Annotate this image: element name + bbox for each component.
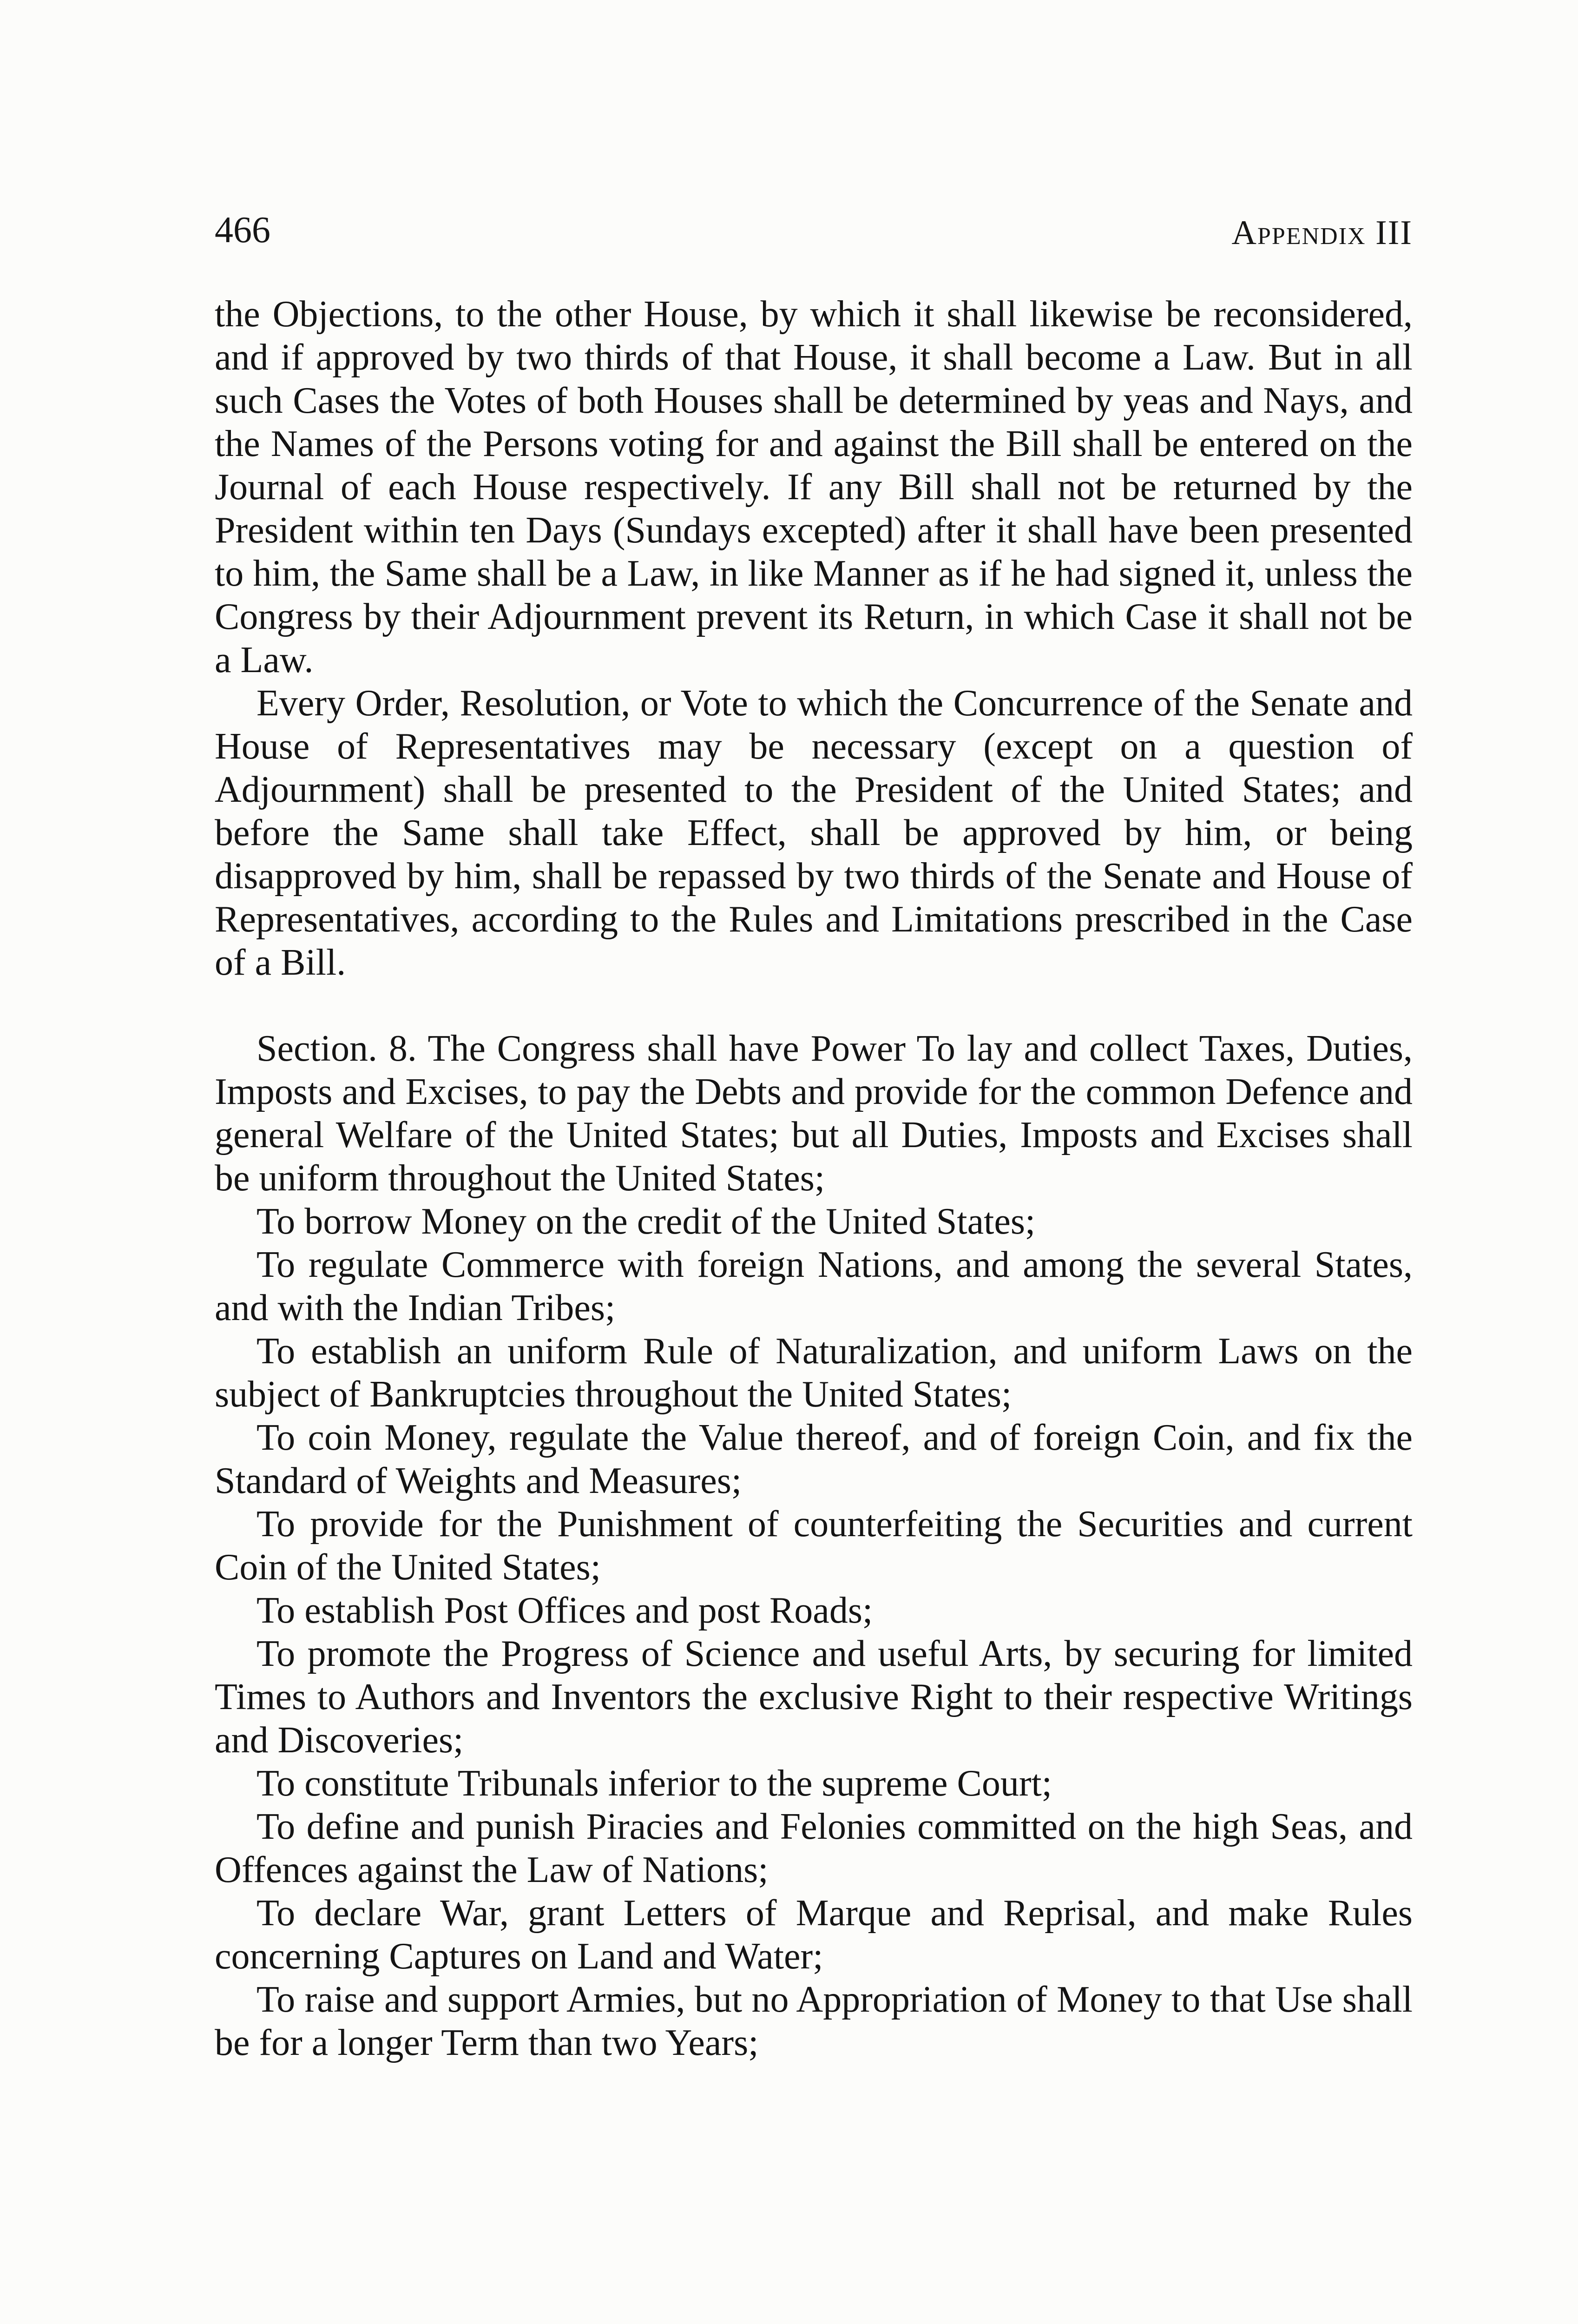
paragraph-every-order: Every Order, Resolution, or Vote to which the Concurrence of the Senate and House of Representatives may be necessary (except on a question of Adjournment) shall be presented to the President of the United States; and before the Same shall take Effect, shall be approved by him, or being disapproved by him, shall be repassed by two thirds of the Senate and House of Representatives, according to the Rules and Limitations prescribed in the Case of a Bill. [215,683,1413,983]
page-number: 466 [215,210,270,251]
clause-science-arts: To promote the Progress of Science and useful Arts, by securing for limited Times to Authors and Inventors the exclusive Right to their respective Writings and Discoveries; [215,1633,1413,1761]
section-title: Appendix III [1231,214,1413,252]
clause-declare-war: To declare War, grant Letters of Marque and Reprisal, and make Rules concerning Captures on Land and Water; [215,1893,1413,1977]
clause-borrow-money: To borrow Money on the credit of the United States; [256,1201,1036,1242]
clause-coin-money: To coin Money, regulate the Value thereof, and of foreign Coin, and fix the Standard of Weights and Measures; [215,1417,1413,1501]
body-text [215,293,1413,2065]
clause-regulate-commerce: To regulate Commerce with foreign Nations, and among the several States, and with the Indian Tribes; [215,1244,1413,1328]
paragraph-section-8: Section. 8. The Congress shall have Power To lay and collect Taxes, Duties, Imposts and Excises, to pay the Debts and provide for the common Defence and general Welfare of the United States; but all Duties, Imposts and Excises shall be uniform throughout the United States; [215,1028,1413,1199]
clause-tribunals: To constitute Tribunals inferior to the supreme Court; [256,1763,1052,1804]
clause-piracies: To define and punish Piracies and Felonies committed on the high Seas, and Offences against the Law of Nations; [215,1806,1413,1890]
clause-post-offices: To establish Post Offices and post Roads; [256,1590,873,1631]
paragraph-objections: the Objections, to the other House, by which it shall likewise be reconsidered, and if approved by two thirds of that House, it shall become a Law. But in all such Cases the Votes of both Houses shall be determined by yeas and Nays, and the Names of the Persons voting for and against the Bill shall be entered on the Journal of each House respectively. If any Bill shall not be returned by the President within ten Days (Sundays excepted) after it shall have been presented to him, the Same shall be a Law, in like Manner as if he had signed it, unless the Congress by their Adjournment prevent its Return, in which Case it shall not be a Law. [215,294,1413,680]
clause-counterfeiting: To provide for the Punishment of counterfeiting the Securities and current Coin of the United States; [215,1504,1413,1588]
clause-raise-armies: To raise and support Armies, but no Appropriation of Money to that Use shall be for a longer Term than two Years; [215,1979,1413,2063]
running-head [215,205,1413,256]
clause-naturalization: To establish an uniform Rule of Naturalization, and uniform Laws on the subject of Bankruptcies throughout the United States; [215,1331,1413,1415]
